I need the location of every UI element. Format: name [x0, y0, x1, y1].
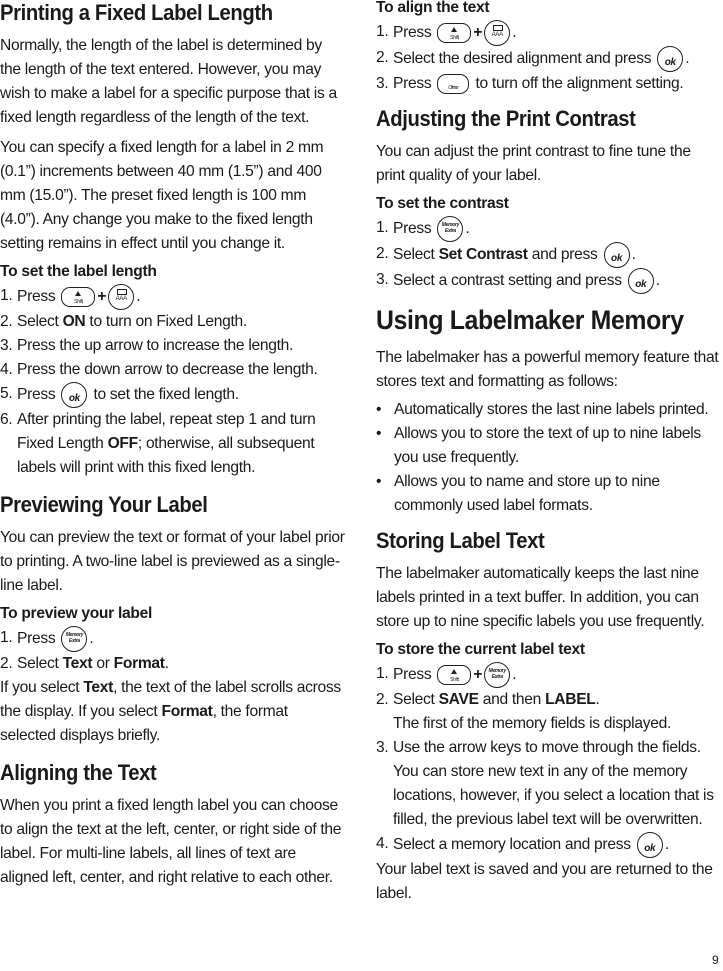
- step: 2. Select SAVE and then LABEL.: [376, 691, 600, 708]
- step: 2. Select Set Contrast and press ok .: [376, 242, 720, 268]
- heading-previewing: Previewing Your Label: [0, 492, 208, 517]
- clear-key-icon: [437, 74, 469, 94]
- step: 1. Press Shift +Memory Extra .: [376, 662, 720, 688]
- step: 3. Press the up arrow to increase the length.: [0, 337, 294, 354]
- shift-key-icon: [61, 287, 95, 307]
- step: 2. Select Text or Format.: [0, 655, 169, 672]
- heading-print-contrast: Adjusting the Print Contrast: [376, 106, 636, 131]
- memory-extra-key-icon: [437, 216, 463, 242]
- step: 5. Press ok to set the fixed length.: [0, 382, 346, 408]
- step: 6. After printing the label, repeat step 1 and turn Fixed Length OFF; otherwise, all subsequent labels will print with this fixed length.: [0, 411, 316, 476]
- paragraph: The labelmaker has a powerful memory feature that stores text and formatting as follows:: [376, 349, 719, 390]
- step: 2. Select the desired alignment and press ok .: [376, 46, 720, 72]
- step: 4. Select a memory location and press ok .: [376, 832, 720, 858]
- subheading: To align the text: [376, 0, 490, 16]
- paragraph: When you print a fixed length label you can choose to align the text at the left, center, or right side of the label. For multi-line labels, all lines of text are aligned left, center, and right relative to each other.: [0, 797, 342, 886]
- step: 1. Press Shift +AAA .: [0, 284, 346, 310]
- step: 4. Press the down arrow to decrease the length.: [0, 361, 318, 378]
- paragraph: Normally, the length of the label is determined by the length of the text entered. However, you may wish to make a label for a specific purpose that is a fixed length regardless of the length of the text.: [0, 37, 337, 126]
- bullet-list: [376, 398, 720, 518]
- subheading: To preview your label: [0, 605, 152, 622]
- ok-key-icon: [61, 382, 87, 408]
- paragraph: If you select Text, the text of the label scrolls across the display. If you select Format, the format selected displays briefly.: [0, 679, 341, 744]
- shift-key-icon: [437, 23, 471, 43]
- step: 1. Press Memory Extra .: [376, 216, 720, 242]
- step: 3. Press ← Clear to turn off the alignment setting.: [376, 72, 720, 96]
- heading-aligning: Aligning the Text: [0, 760, 157, 785]
- step: 3. Use the arrow keys to move through the fields. You can store new text in any of the memory locations, however, if you select a location that is filled, the previous label text will be overwritten.: [376, 739, 714, 828]
- paragraph: You can specify a fixed length for a label in 2 mm (0.1”) increments between 40 mm (1.5”) and 400 mm (15.0”). The preset fixed length is 100 mm (4.0”). Any change you make to the fixed length setting remains in effect until you change it.: [0, 139, 324, 252]
- shift-key-icon: [437, 665, 471, 685]
- heading-storing-label-text: Storing Label Text: [376, 528, 545, 553]
- subheading: To set the label length: [0, 263, 157, 280]
- right-column: [376, 0, 720, 906]
- step: 3. Select a contrast setting and press ok .: [376, 268, 720, 294]
- subheading: To store the current label text: [376, 641, 585, 658]
- ok-key-icon: [637, 832, 663, 858]
- paragraph: The labelmaker automatically keeps the last nine labels printed in a text buffer. In addition, you can store up to nine specific labels you use frequently.: [376, 565, 705, 630]
- memory-extra-key-icon: [61, 626, 87, 652]
- step: 1. Press Shift +AAA .: [376, 20, 720, 46]
- list-item: • Allows you to name and store up to nine commonly used label formats.: [376, 473, 660, 514]
- paragraph: Your label text is saved and you are returned to the label.: [376, 861, 713, 902]
- ok-key-icon: [604, 242, 630, 268]
- paragraph: You can adjust the print contrast to fine tune the print quality of your label.: [376, 143, 691, 184]
- page-number: 9: [712, 953, 719, 967]
- step: 2. Select ON to turn on Fixed Length.: [0, 313, 247, 330]
- align-key-icon: [108, 284, 134, 310]
- ok-key-icon: [657, 46, 683, 72]
- paragraph: You can preview the text or format of your label prior to printing. A two-line label is previewed as a single-line label.: [0, 529, 345, 594]
- align-key-icon: [484, 20, 510, 46]
- left-column: [0, 0, 346, 890]
- heading-labelmaker-memory: Using Labelmaker Memory: [376, 305, 684, 335]
- ok-key-icon: [628, 268, 654, 294]
- list-item: • Automatically stores the last nine labels printed.: [376, 401, 709, 418]
- step-note: The first of the memory fields is displayed.: [393, 715, 671, 732]
- step: 1. Press Memory Extra .: [0, 626, 346, 652]
- list-item: • Allows you to store the text of up to nine labels you use frequently.: [376, 425, 701, 466]
- heading-fixed-label-length: Printing a Fixed Label Length: [0, 0, 273, 25]
- memory-extra-key-icon: [484, 662, 510, 688]
- subheading: To set the contrast: [376, 195, 509, 212]
